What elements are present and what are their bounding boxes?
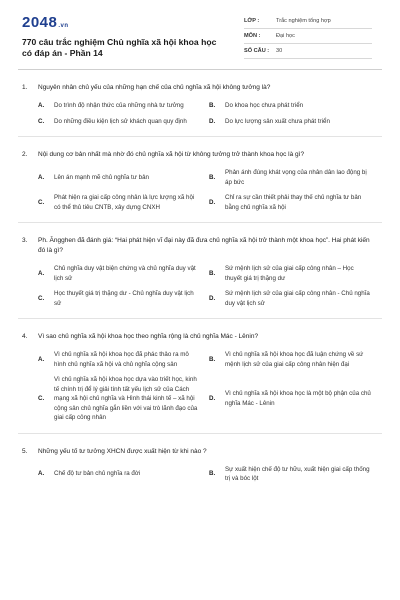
question-number: 3.	[22, 237, 28, 244]
option-letter: A.	[38, 269, 45, 277]
option-text: Do trình độ nhận thức của những nhà tư tưởng	[54, 102, 184, 109]
option-letter: D.	[209, 294, 216, 302]
option-letter: C.	[38, 117, 45, 125]
meta-value: Trắc nghiệm tổng hợp	[276, 18, 331, 24]
question-number: 1.	[22, 84, 28, 91]
option-letter: B.	[209, 173, 216, 181]
option-text: Vì chủ nghĩa xã hội khoa học là một bộ phận của chủ nghĩa Mác - Lênin	[225, 390, 371, 407]
option-text: Do lực lượng sản xuất chưa phát triển	[225, 117, 330, 125]
option-a[interactable]	[38, 168, 201, 187]
option-c[interactable]	[38, 289, 201, 308]
option-a[interactable]	[38, 101, 201, 111]
option-letter: C.	[38, 395, 45, 402]
option-letter: B.	[209, 470, 216, 478]
header-divider	[18, 69, 382, 70]
question-4	[22, 332, 378, 434]
option-b[interactable]	[209, 101, 372, 111]
question-body: Những yếu tố tư tưởng XHCN được xuất hiện từ khi nào ?	[38, 447, 207, 455]
option-b[interactable]	[209, 465, 372, 484]
question-number: 5.	[22, 447, 28, 455]
meta-row-class	[244, 14, 372, 29]
question-3	[22, 236, 378, 319]
meta-table	[244, 14, 372, 59]
options	[38, 465, 372, 484]
question-number: 2.	[22, 151, 28, 158]
option-d[interactable]	[209, 289, 372, 308]
question-text	[22, 83, 378, 93]
option-letter: A.	[38, 102, 45, 109]
question-text	[22, 150, 378, 160]
question-number: 4.	[22, 333, 28, 340]
option-letter: D.	[209, 198, 216, 206]
option-text: Sứ mệnh lịch sử của giai cấp công nhân – Học thuyết giá trị thặng dư	[225, 265, 354, 282]
question-5	[22, 447, 378, 484]
option-b[interactable]	[209, 350, 372, 369]
question-divider	[18, 433, 382, 434]
option-text: Vì chủ nghĩa xã hội khoa học dựa vào triết học, kinh tế chính trị để lý giải tính tất yếu lịch sử của Cách mạng xã hội chủ nghĩa và Hình thái kinh tế – xã hội cộng sản chủ nghĩa gắn liền với vai trò lãnh đạo của giai cấp công nhân	[54, 376, 198, 421]
option-c[interactable]	[38, 117, 201, 127]
option-text: Chủ nghĩa duy vật biện chứng và chủ nghĩa duy vật lịch sử	[54, 265, 196, 282]
option-text: Do những điều kiện lịch sử khách quan quy định	[54, 117, 187, 125]
question-text	[22, 332, 378, 342]
option-text: Chỉ ra sự cần thiết phải thay thế chủ nghĩa tư bản bằng chủ nghĩa xã hội	[225, 194, 362, 211]
option-letter: C.	[38, 294, 45, 302]
option-text: Phản ánh đúng khát vọng của nhân dân lao động bị áp bức	[225, 169, 367, 186]
meta-value: Đại học	[276, 33, 295, 39]
option-b[interactable]	[209, 168, 372, 187]
question-body: Vì sao chủ nghĩa xã hội khoa học theo nghĩa rộng là chủ nghĩa Mác - Lênin?	[38, 333, 259, 340]
option-d[interactable]	[209, 375, 372, 423]
question-divider	[18, 318, 382, 319]
option-a[interactable]	[38, 264, 201, 283]
option-a[interactable]	[38, 465, 201, 484]
question-body: Nguyên nhân chủ yếu của những hạn chế của chủ nghĩa xã hội không tưởng là?	[38, 84, 271, 91]
question-divider	[18, 136, 382, 137]
option-text: Lên án mạnh mẽ chủ nghĩa tư bản	[54, 173, 149, 181]
option-c[interactable]	[38, 375, 201, 423]
header-left	[22, 14, 222, 59]
option-text: Phát hiện ra giai cấp công nhân là lực lượng xã hội có thể thủ tiêu CNTB, xây dựng CNXH	[54, 194, 195, 211]
meta-row-subject	[244, 29, 372, 44]
question-text	[22, 447, 378, 457]
option-c[interactable]	[38, 193, 201, 212]
option-b[interactable]	[209, 264, 372, 283]
option-letter: D.	[209, 117, 216, 125]
option-text: Chế độ tư bản chủ nghĩa ra đời	[54, 470, 141, 478]
question-1	[22, 83, 378, 137]
question-body: Nội dung cơ bản nhất mà nhờ đó chủ nghĩa xã hội từ không tưởng trở thành khoa học là gì?	[38, 151, 305, 158]
header	[22, 14, 378, 59]
option-d[interactable]	[209, 117, 372, 127]
option-letter: A.	[38, 355, 45, 363]
options	[38, 264, 372, 308]
option-letter: C.	[38, 198, 45, 206]
option-text: Học thuyết giá trị thặng dư - Chủ nghĩa duy vật lịch sử	[54, 290, 194, 307]
meta-row-count	[244, 44, 372, 59]
option-text: Do khoa học chưa phát triển	[225, 102, 304, 109]
meta-label: SỐ CÂU :	[244, 48, 270, 54]
options	[38, 168, 372, 212]
option-letter: B.	[209, 102, 216, 109]
option-letter: A.	[38, 470, 45, 478]
question-body: Ph. Ăngghen đã đánh giá: “Hai phát hiện vĩ đại này đã đưa chủ nghĩa xã hội trở thành một khoa học”. Hai phát kiến đó là gì?	[38, 237, 370, 254]
question-text	[22, 236, 378, 256]
option-letter: A.	[38, 173, 45, 181]
option-a[interactable]	[38, 350, 201, 369]
options	[38, 350, 372, 423]
site-logo[interactable]	[22, 14, 222, 31]
document-title: 770 câu trắc nghiệm Chủ nghĩa xã hội khoa học có đáp án - Phần 14	[22, 37, 217, 58]
option-d[interactable]	[209, 193, 372, 212]
option-text: Sứ mệnh lịch sử của giai cấp công nhân - Chủ nghĩa duy vật lịch sử	[225, 290, 370, 307]
option-letter: B.	[209, 355, 216, 363]
option-text: Vì chủ nghĩa xã hội khoa học đã phác thảo ra mô hình chủ nghĩa xã hội và chủ nghĩa cộng sản	[54, 351, 189, 368]
option-letter: B.	[209, 269, 216, 277]
question-2	[22, 150, 378, 223]
option-text: Vì chủ nghĩa xã hội khoa học đã luận chứng về sứ mệnh lịch sử của giai cấp công nhân hiện đại	[225, 351, 364, 368]
meta-label: MÔN :	[244, 33, 261, 39]
meta-label: LỚP :	[244, 18, 260, 24]
option-letter: D.	[209, 395, 216, 402]
question-divider	[18, 222, 382, 223]
options	[38, 101, 372, 126]
option-text: Sự xuất hiện chế độ tư hữu, xuất hiện giai cấp thống trị và bóc lột	[225, 465, 370, 482]
meta-value: 30	[276, 48, 283, 54]
logo-suffix: .vn	[58, 23, 69, 29]
logo-text: 2048	[22, 14, 58, 31]
